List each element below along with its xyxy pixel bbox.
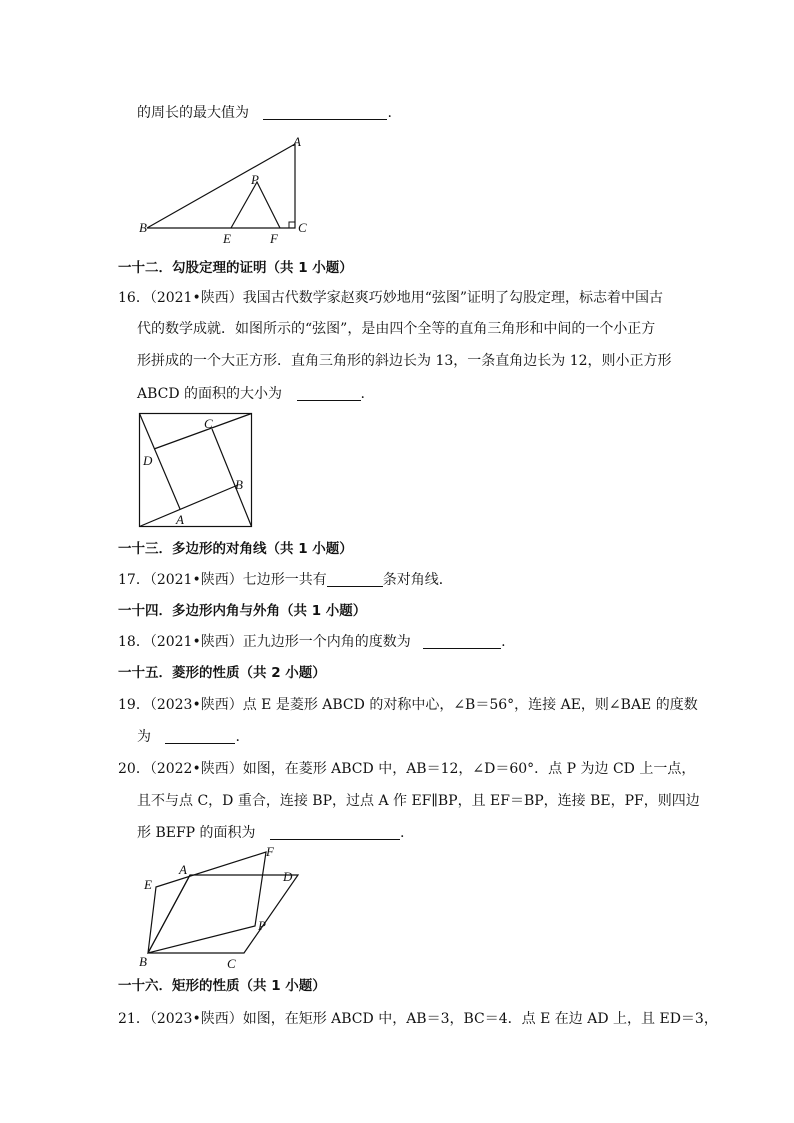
q19-line2-text: 为 bbox=[137, 729, 151, 745]
q15-tail-text: 的周长的最大值为 bbox=[137, 105, 249, 121]
q16-line1: 16．（2021•陕西）我国古代数学家赵爽巧妙地用“弦图”证明了勾股定理，标志着中国古 bbox=[118, 290, 664, 306]
q19-line1: 19．（2023•陕西）点 E 是菱形 ABCD 的对称中心，∠B＝56°，连接 AE，则∠BAE 的度数 bbox=[118, 697, 698, 713]
label-P: P bbox=[251, 172, 259, 187]
q18-end: . bbox=[501, 634, 506, 650]
chord-4 bbox=[154, 414, 252, 450]
label-B: B bbox=[139, 220, 147, 235]
q18-answer-blank[interactable] bbox=[423, 634, 501, 649]
q20-answer-blank[interactable] bbox=[270, 825, 400, 840]
q15-tail-line bbox=[137, 104, 392, 122]
label-D: D bbox=[143, 453, 153, 468]
q16-answer-blank[interactable] bbox=[297, 386, 361, 401]
label-A: A bbox=[176, 512, 184, 527]
q18-line bbox=[118, 633, 506, 651]
q20-line2: 且不与点 C，D 重合，连接 BP，过点 A 作 EF∥BP，且 EF＝BP，连接 BE，PF，则四边 bbox=[137, 793, 700, 809]
label-C: C bbox=[204, 416, 213, 431]
q16-line4-text: ABCD 的面积的大小为 bbox=[137, 386, 283, 402]
q16-line3: 形拼成的一个大正方形．直角三角形的斜边长为 13，一条直角边长为 12，则小正方形 bbox=[137, 353, 672, 369]
q19-end: . bbox=[235, 729, 240, 745]
q17-line bbox=[118, 571, 453, 589]
label-F: F bbox=[266, 844, 274, 859]
label-E: E bbox=[144, 877, 152, 892]
q19-answer-blank[interactable] bbox=[165, 729, 235, 744]
right-angle-mark bbox=[289, 222, 295, 228]
section-15-heading: 一十五．菱形的性质（共 2 小题） bbox=[118, 665, 326, 681]
label-A: A bbox=[179, 862, 187, 877]
q21-line1: 21．（2023•陕西）如图，在矩形 ABCD 中，AB＝3，BC＝4．点 E 在边 AD 上，且 ED＝3， bbox=[118, 1011, 718, 1027]
label-B: B bbox=[139, 954, 147, 969]
label-E: E bbox=[223, 231, 231, 246]
q17-answer-blank[interactable] bbox=[327, 572, 383, 587]
triangle-abc bbox=[147, 144, 295, 228]
label-P: P bbox=[258, 918, 266, 933]
label-C: C bbox=[298, 220, 307, 235]
q20-line3 bbox=[137, 824, 404, 842]
q16-line2: 代的数学成就．如图所示的“弦图”，是由四个全等的直角三角形和中间的一个小正方 bbox=[137, 321, 656, 337]
outer-square bbox=[140, 414, 252, 527]
section-14-heading: 一十四．多边形内角与外角（共 1 小题） bbox=[118, 603, 367, 619]
q20-end: . bbox=[400, 825, 405, 841]
label-B: B bbox=[235, 477, 243, 492]
label-D: D bbox=[283, 869, 293, 884]
section-16-heading: 一十六．矩形的性质（共 1 小题） bbox=[118, 978, 326, 994]
label-A: A bbox=[293, 134, 301, 149]
section-12-heading: 一十二．勾股定理的证明（共 1 小题） bbox=[118, 260, 353, 276]
q16-line4 bbox=[137, 385, 365, 403]
figure-16-xiantu bbox=[138, 411, 256, 531]
q15-answer-blank[interactable] bbox=[263, 105, 387, 120]
q16-end: . bbox=[360, 386, 365, 402]
segment-ab bbox=[148, 875, 190, 953]
rhombus-abcd bbox=[148, 875, 298, 953]
q18-pre: 18．（2021•陕西）正九边形一个内角的度数为 bbox=[118, 634, 411, 650]
label-C: C bbox=[227, 956, 236, 971]
chord-2 bbox=[140, 485, 239, 527]
chord-3 bbox=[212, 429, 252, 527]
q17-post: 条对角线． bbox=[382, 572, 453, 588]
q20-line3-text: 形 BEFP 的面积为 bbox=[137, 825, 256, 841]
figure-20-rhombus bbox=[135, 842, 310, 972]
q19-line2 bbox=[137, 728, 240, 746]
q15-end: . bbox=[387, 105, 392, 121]
figure-15-triangle bbox=[135, 132, 315, 247]
label-F: F bbox=[270, 231, 278, 246]
triangle-epf bbox=[231, 182, 280, 228]
parallelogram-befp bbox=[148, 852, 266, 953]
q17-pre: 17．（2021•陕西）七边形一共有 bbox=[118, 572, 327, 588]
q20-line1: 20．（2022•陕西）如图，在菱形 ABCD 中，AB＝12，∠D＝60°．点 P 为边 CD 上一点， bbox=[118, 761, 696, 777]
section-13-heading: 一十三．多边形的对角线（共 1 小题） bbox=[118, 541, 353, 557]
